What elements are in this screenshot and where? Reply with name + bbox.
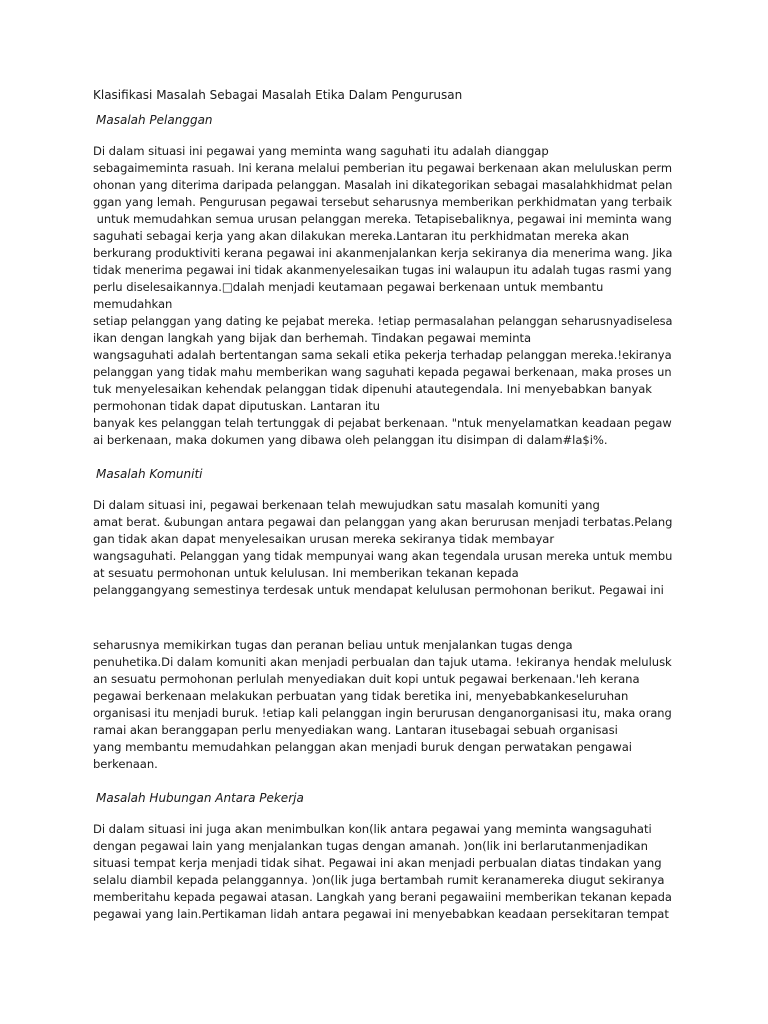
text-line: seharusnya memikirkan tugas dan peranan beliau untuk menjalankan tugas denga xyxy=(93,638,573,652)
section-heading-masalah-pelanggan: Masalah Pelanggan xyxy=(96,113,213,127)
text-line: Di dalam situasi ini pegawai yang meminta wang saguhati itu adalah dianggap xyxy=(93,144,549,158)
text-line: ramai akan beranggapan perlu menyediakan wang. Lantaran itusebagai sebuah organisasi xyxy=(93,723,618,737)
text-line: selalu diambil kepada pelanggannya. )on(lik juga bertambah rumit keranamereka diugut sekiranya xyxy=(93,873,665,887)
text-line: organisasi itu menjadi buruk. !etiap kali pelanggan ingin berurusan denganorganisasi itu, maka orang xyxy=(93,706,672,720)
text-line: berkenaan. xyxy=(93,757,158,771)
text-line: perlu diselesaikannya.□dalah menjadi keutamaan pegawai berkenaan untuk membantu xyxy=(93,280,604,294)
text-line: gan tidak akan dapat menyelesaikan urusan mereka sekiranya tidak membayar xyxy=(93,532,555,546)
text-line: ohonan yang diterima daripada pelanggan. Masalah ini dikategorikan sebagai masalahkhidmat pelan xyxy=(93,178,673,192)
text-line: berkurang produktiviti kerana pegawai ini akanmenjalankan kerja sekiranya dia menerima wang. Jika xyxy=(93,246,673,260)
text-line: ai berkenaan, maka dokumen yang dibawa oleh pelanggan itu disimpan di dalam#la$i%. xyxy=(93,433,608,447)
section-heading-masalah-hubungan-antara-pekerja: Masalah Hubungan Antara Pekerja xyxy=(96,791,304,805)
text-line: Di dalam situasi ini juga akan menimbulkan kon(lik antara pegawai yang meminta wangsaguhati xyxy=(93,822,652,836)
text-line: memudahkan xyxy=(93,297,173,311)
text-line: wangsaguhati adalah bertentangan sama sekali etika pekerja terhadap pelanggan mereka.!ekiranya xyxy=(93,348,672,362)
text-line: ggan yang lemah. Pengurusan pegawai tersebut seharusnya memberikan perkhidmatan yang terbaik xyxy=(93,195,672,209)
text-line: amat berat. &ubungan antara pegawai dan pelanggan yang akan berurusan menjadi terbatas.Pelang xyxy=(93,515,673,529)
text-line: pelanggan yang tidak mahu memberikan wang saguhati kepada pegawai berkenaan, maka proses un xyxy=(93,365,672,379)
text-line: saguhati sebagai kerja yang akan dilakukan mereka.Lantaran itu perkhidmatan mereka akan xyxy=(93,229,630,243)
section-heading-masalah-komuniti: Masalah Komuniti xyxy=(96,467,203,481)
text-line: untuk memudahkan semua urusan pelanggan mereka. Tetapisebaliknya, pegawai ini meminta wang xyxy=(93,212,672,226)
text-line: ikan dengan langkah yang bijak dan berhemah. Tindakan pegawai meminta xyxy=(93,331,532,345)
document-title: Klasifikasi Masalah Sebagai Masalah Etika Dalam Pengurusan xyxy=(93,88,463,102)
text-line: dengan pegawai lain yang menjalankan tugas dengan amanah. )on(lik ini berlarutanmenjadikan xyxy=(93,839,648,853)
text-line: situasi tempat kerja menjadi tidak sihat. Pegawai ini akan menjadi perbualan diatas tindakan yang xyxy=(93,856,662,870)
text-line: wangsaguhati. Pelanggan yang tidak mempunyai wang akan tegendala urusan mereka untuk membu xyxy=(93,549,673,563)
text-line: Di dalam situasi ini, pegawai berkenaan telah mewujudkan satu masalah komuniti yang xyxy=(93,498,600,512)
text-line: pegawai berkenaan melakukan perbuatan yang tidak beretika ini, menyebabkankeseluruhan xyxy=(93,689,629,703)
text-line: banyak kes pelanggan telah tertunggak di pejabat berkenaan. "ntuk menyelamatkan keadaan pegaw xyxy=(93,416,672,430)
text-line: pelanggangyang semestinya terdesak untuk mendapat kelulusan permohonan berikut. Pegawai ini xyxy=(93,583,664,597)
text-line: tuk menyelesaikan kehendak pelanggan tidak dipenuhi atautegendala. Ini menyebabkan banyak xyxy=(93,382,652,396)
text-line: tidak menerima pegawai ini tidak akanmenyelesaikan tugas ini walaupun itu adalah tugas rasmi yang xyxy=(93,263,672,277)
text-line: setiap pelanggan yang dating ke pejabat mereka. !etiap permasalahan pelanggan seharusnyadiselesa xyxy=(93,314,673,328)
text-line: penuhetika.Di dalam komuniti akan menjadi perbualan dan tajuk utama. !ekiranya hendak melulusk xyxy=(93,655,672,669)
text-line: at sesuatu permohonan untuk kelulusan. Ini memberikan tekanan kepada xyxy=(93,566,519,580)
text-line: memberitahu kepada pegawai atasan. Langkah yang berani pegawaiini memberikan tekanan kepada xyxy=(93,890,672,904)
text-line: sebagaimeminta rasuah. Ini kerana melalui pemberian itu pegawai berkenaan akan meluluskan perm xyxy=(93,161,672,175)
text-line: an sesuatu permohonan perlulah menyediakan duit kopi untuk pegawai berkenaan.'leh kerana xyxy=(93,672,640,686)
text-line: pegawai yang lain.Pertikaman lidah antara pegawai ini menyebabkan keadaan persekitaran tempat xyxy=(93,907,669,921)
text-line: permohonan tidak dapat diputuskan. Lantaran itu xyxy=(93,399,380,413)
text-line: yang membantu memudahkan pelanggan akan menjadi buruk dengan perwatakan pengawai xyxy=(93,740,632,754)
